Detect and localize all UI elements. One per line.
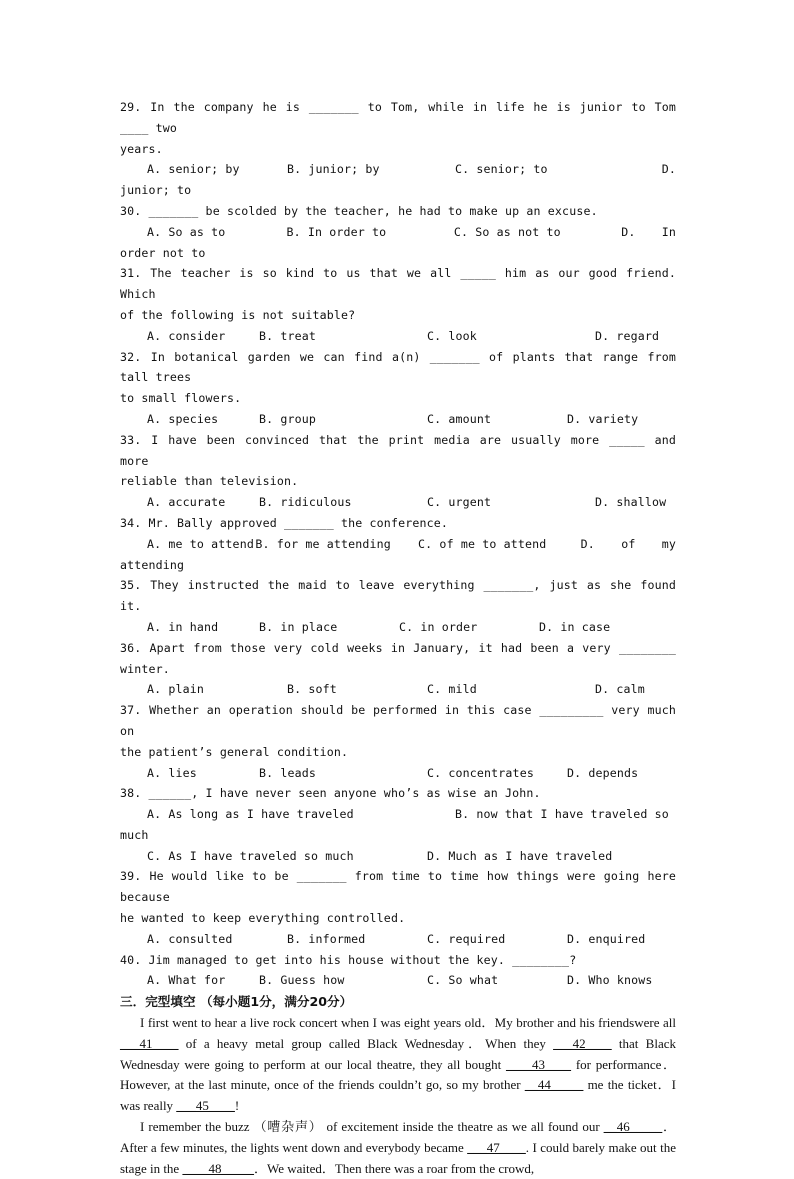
blank-43: ____43____ (506, 1056, 572, 1072)
question-stem: 40. Jim managed to get into his house without the key. ________? (120, 952, 577, 967)
option-c: C. amount (427, 411, 492, 426)
options-row (120, 326, 676, 347)
exam-page (120, 97, 676, 1179)
options-row (120, 222, 676, 243)
question-stem: 30. _______ be scolded by the teacher, he had to make up an excuse. (120, 203, 598, 218)
option-d: D. variety (567, 411, 639, 426)
option-c: C. look (427, 328, 477, 343)
blank-42: ___42____ (553, 1035, 612, 1051)
option-c: C. concentrates (427, 765, 534, 780)
option-b: B. soft (287, 682, 337, 697)
option-b: B. treat (259, 328, 317, 343)
blank-48: ____48_____ (182, 1160, 254, 1176)
passage-text: I first went to hear a live rock concert when I was eight years old．My brother and his friends (140, 1015, 635, 1031)
passage-text: ．We waited．Then there was a roar from the crowd, (253, 1160, 535, 1176)
option-c: C. So what (427, 973, 499, 988)
option-a: A. in hand (147, 619, 219, 634)
passage-text: me the ticket．I was really (120, 1077, 677, 1114)
question-stem: 33. I have been convinced that the print media are usually more _____ and more (120, 432, 676, 468)
passage-text: that Black Wednesday were going to perform at our local theatre, they all bought (120, 1035, 676, 1072)
option-a: A. consider (147, 328, 226, 343)
options-row (120, 159, 676, 180)
option-d: D. in case (539, 619, 611, 634)
option-a: A. accurate (147, 495, 226, 510)
options-row (120, 679, 676, 700)
options-row (120, 492, 676, 513)
option-b: B. informed (287, 931, 366, 946)
passage-text: were all (634, 1015, 676, 1031)
passage-paragraph-2 (120, 1117, 676, 1179)
passage-text: of a heavy metal group called Black Wednesday．When they (178, 1035, 554, 1051)
option-c: C. mild (427, 682, 477, 697)
option-d: D. Much as I have traveled (427, 848, 613, 863)
option-d: D. Who knows (567, 973, 653, 988)
options-row (120, 970, 676, 991)
option-b: B. in place (259, 619, 338, 634)
option-b: B. ridiculous (259, 495, 352, 510)
option-d-cont: junior; to (120, 183, 192, 198)
question-stem: 32. In botanical garden we can find a(n) _______ of plants that range from tall trees (120, 349, 676, 385)
option-a: A. As long as I have traveled (147, 807, 354, 822)
question-stem-cont: reliable than television. (120, 474, 299, 489)
option-a: A. plain (147, 682, 205, 697)
option-b: B. for me attending (255, 536, 391, 551)
option-d: D. of my (580, 536, 676, 551)
option-d: D. In (621, 224, 676, 239)
option-c: C. required (427, 931, 506, 946)
question-stem: 38. ______, I have never seen anyone who’s as wise an John. (120, 786, 541, 801)
option-c: C. in order (399, 619, 478, 634)
option-c: C. urgent (427, 495, 492, 510)
passage-text: for performance．However, at the last minute, once of the friends couldn’t go, so my brother (120, 1056, 676, 1093)
option-a: A. senior; by (147, 162, 240, 177)
option-c: C. of me to attend (418, 536, 547, 551)
option-a: A. species (147, 411, 219, 426)
option-a: A. me to attend (147, 536, 254, 551)
option-d-cont: attending (120, 557, 185, 572)
option-c: C. senior; to (455, 162, 548, 177)
option-d: D. enquired (567, 931, 646, 946)
question-stem: 31. The teacher is so kind to us that we all _____ him as our good friend. Which (120, 266, 676, 302)
options-row (120, 409, 676, 430)
passage-text: . I could barely make out the stage in the (120, 1139, 676, 1176)
question-stem: 35. They instructed the maid to leave everything _______, just as she found it. (120, 578, 676, 614)
option-a: A. consulted (147, 931, 233, 946)
question-stem-cont: the patient’s general condition. (120, 744, 349, 759)
blank-46: __46_____ (603, 1119, 663, 1135)
question-stem: 34. Mr. Bally approved _______ the conference. (120, 515, 448, 530)
passage-paragraph-1 (120, 1013, 676, 1117)
option-d: D. shallow (595, 495, 667, 510)
option-c: C. So as not to (453, 224, 561, 239)
question-stem: 37. Whether an operation should be performed in this case _________ very much on (120, 703, 676, 738)
option-d: D. calm (595, 682, 645, 697)
options-row (120, 617, 676, 638)
option-d-cont: order not to (120, 245, 206, 260)
option-b: B. leads (259, 765, 317, 780)
question-stem: 39. He would like to be _______ from time to time how things were going here because (120, 869, 676, 905)
option-b: B. In order to (286, 224, 387, 239)
question-stem-cont: to small flowers. (120, 391, 242, 406)
option-a: A. What for (147, 973, 226, 988)
option-b: B. group (259, 411, 317, 426)
option-d: D. depends (567, 765, 639, 780)
options-row (120, 846, 676, 867)
option-b-cont: much (120, 827, 149, 842)
options-row (120, 804, 676, 825)
question-stem: 36. Apart from those very cold weeks in January, it had been a very ________ winter. (120, 640, 676, 676)
question-stem-cont: of the following is not suitable? (120, 307, 356, 322)
passage-text: I remember the buzz （嘈杂声） of excitement inside the theatre as we all found our (140, 1119, 604, 1135)
option-b: B. junior; by (287, 162, 380, 177)
question-stem: 29. In the company he is _______ to Tom, while in life he is junior to Tom ____ two (120, 100, 676, 135)
option-b: B. Guess how (259, 973, 345, 988)
question-stem-cont: he wanted to keep everything controlled. (120, 911, 406, 926)
passage-text: ．After a few minutes, the lights went down and everybody became (120, 1119, 676, 1155)
blank-41: ___41____ (120, 1035, 179, 1051)
passage-text: ! (234, 1098, 240, 1114)
option-c: C. As I have traveled so much (147, 848, 354, 863)
options-row (120, 763, 676, 784)
question-stem-cont: years. (120, 141, 163, 156)
option-d: D. regard (595, 328, 660, 343)
option-b: B. now that I have traveled so (455, 807, 669, 822)
option-d: D. (661, 162, 676, 177)
option-a: A. So as to (147, 224, 226, 239)
option-a: A. lies (147, 765, 197, 780)
options-row (120, 929, 676, 950)
section-title: 三．完型填空 （每小题1分，满分20分） (120, 994, 353, 1010)
blank-47: ___47____ (467, 1139, 526, 1155)
blank-44: __44_____ (524, 1077, 584, 1093)
blank-45: ___45____ (176, 1098, 235, 1114)
options-row (120, 534, 676, 555)
